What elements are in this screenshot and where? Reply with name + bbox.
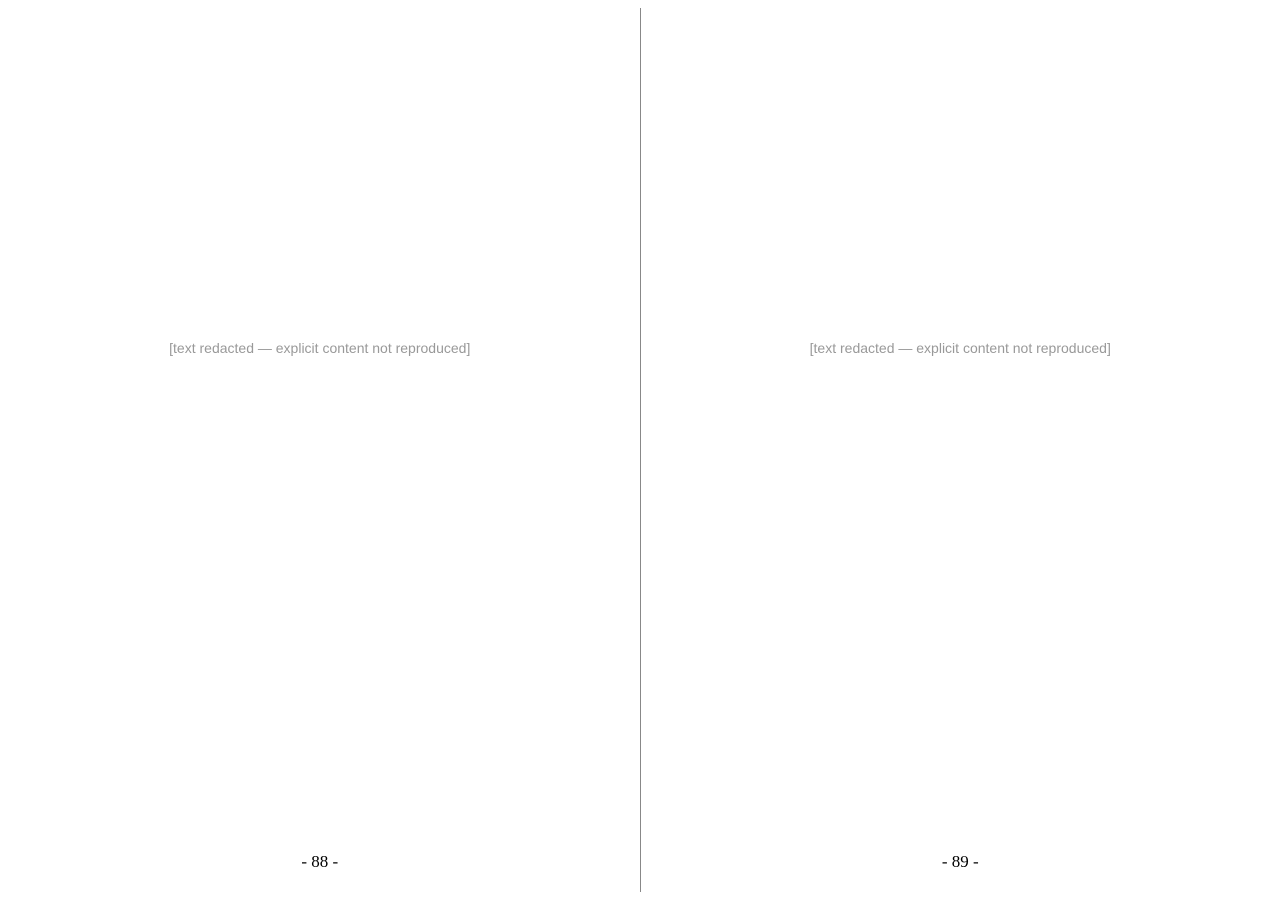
page-number: - 89 - bbox=[941, 852, 979, 871]
page-body-redacted: [text redacted — explicit content not reproduced] bbox=[809, 340, 1111, 356]
right-page bbox=[641, 0, 1280, 900]
page-number: - 88 - bbox=[301, 852, 339, 871]
page-body-redacted: [text redacted — explicit content not reproduced] bbox=[169, 340, 471, 356]
